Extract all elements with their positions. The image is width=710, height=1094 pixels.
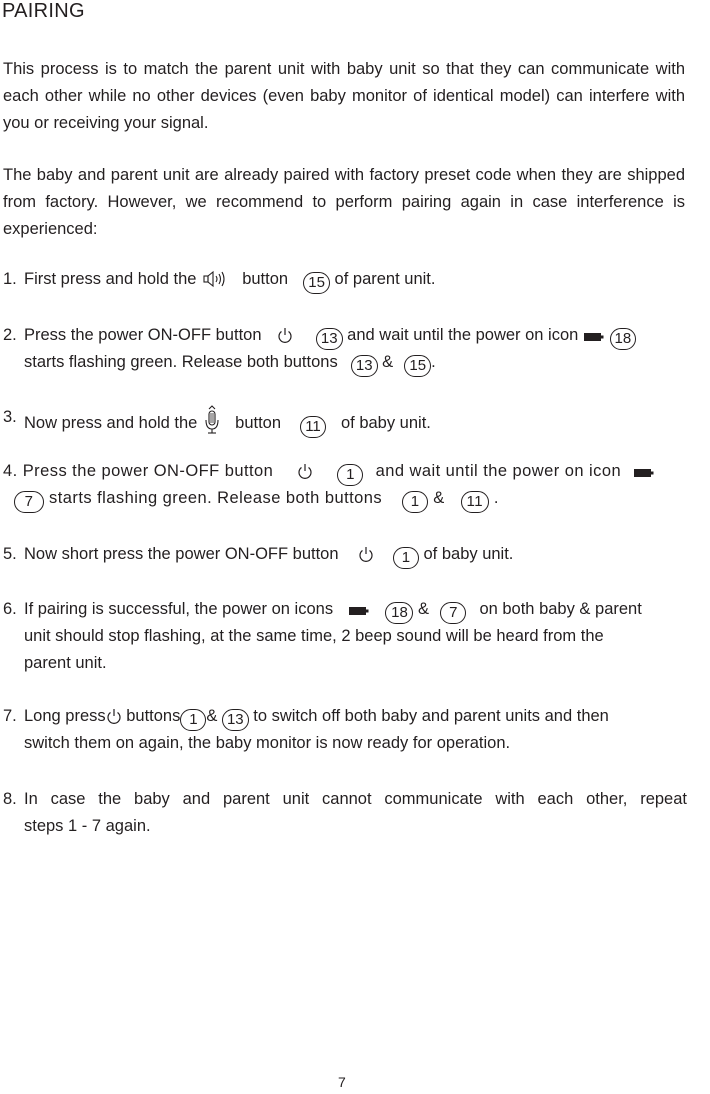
callout-number: 11	[461, 491, 489, 513]
step-text: unit should stop flashing, at the same time, 2 beep sound will be heard from the	[24, 627, 604, 645]
step-text: button	[242, 270, 289, 288]
step-text: parent unit.	[24, 654, 107, 672]
step-text: If pairing is successful, the power on icons	[24, 600, 334, 618]
step-text: to switch off both baby and parent units and then	[253, 707, 609, 725]
step-text: starts flashing green. Release both buttons	[24, 353, 338, 371]
step-number: 2.	[3, 326, 17, 344]
intro-paragraph: This process is to match the parent unit with baby unit so that they can communicate with each other while no other devices (even baby monitor of identical model) can interfere with you or receiving your signal.	[3, 60, 685, 132]
step-text: In case the baby and parent unit cannot communicate with each other, repeat	[24, 790, 687, 808]
callout-number: 15	[303, 272, 330, 294]
page-number: 7	[338, 1074, 346, 1090]
step-text: .	[431, 353, 436, 371]
step-number: 5.	[3, 545, 17, 563]
step-text: Press the power ON-OFF button	[22, 462, 274, 480]
step-text: &	[418, 600, 430, 618]
callout-number: 7	[14, 491, 44, 513]
step-number: 6.	[3, 600, 17, 618]
callout-number: 13	[316, 328, 343, 350]
step-number: 8.	[3, 790, 17, 808]
step-number: 3.	[3, 408, 17, 426]
step-text: Press the power ON-OFF button	[24, 326, 262, 344]
step-text: on both baby & parent	[479, 600, 642, 618]
speaker-icon	[201, 270, 229, 297]
power-icon	[358, 545, 374, 572]
page-title: PAIRING	[2, 0, 85, 22]
step-text: buttons	[126, 707, 181, 725]
callout-number: 7	[440, 602, 466, 624]
callout-number: 13	[222, 709, 249, 731]
callout-number: 1	[180, 709, 206, 731]
step-text: Now press and hold the	[24, 414, 198, 432]
step-text: &	[433, 489, 445, 507]
callout-number: 1	[393, 547, 419, 569]
step-text: First press and hold the	[24, 270, 197, 288]
step-number: 1.	[3, 270, 17, 288]
callout-number: 18	[610, 328, 637, 350]
step-text: of baby unit.	[423, 545, 514, 563]
step-text: starts flashing green. Release both buttons	[49, 489, 383, 507]
microphone-icon	[202, 404, 222, 447]
step-text: button	[235, 414, 282, 432]
step-text: and wait until the power on icon	[375, 462, 622, 480]
callout-number: 1	[402, 491, 428, 513]
step-text: of baby unit.	[340, 414, 431, 432]
callout-number: 11	[300, 416, 326, 438]
factory-paragraph: The baby and parent unit are already paired with factory preset code when they are shipped from factory. However, we recommend to perform pairing again in case interference is experienced:	[3, 166, 685, 238]
step-text: &	[382, 353, 394, 371]
step-text: Long press	[24, 707, 106, 725]
step-number: 7.	[3, 707, 17, 725]
battery-icon	[633, 462, 655, 489]
step-number: 4.	[3, 462, 18, 480]
callout-number: 1	[337, 464, 363, 486]
step-text: of parent unit.	[334, 270, 436, 288]
step-text: .	[493, 489, 499, 507]
step-text: &	[206, 707, 218, 725]
step-text: switch them on again, the baby monitor is now ready for operation.	[24, 734, 511, 752]
callout-number: 18	[385, 602, 413, 624]
battery-icon	[583, 326, 605, 353]
callout-number: 13	[351, 355, 378, 377]
step-text: Now short press the power ON-OFF button	[24, 545, 339, 563]
callout-number: 15	[404, 355, 431, 377]
step-text: and wait until the power on icon	[347, 326, 579, 344]
step-text: steps 1 - 7 again.	[24, 817, 151, 835]
